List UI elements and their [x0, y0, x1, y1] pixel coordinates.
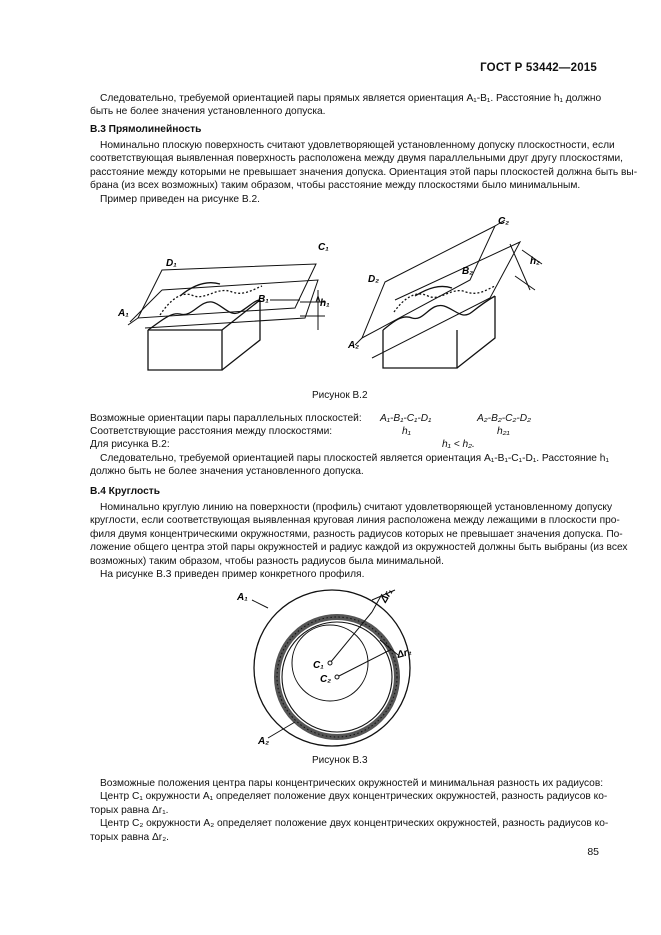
figure-b2-caption: Рисунок В.2 — [312, 390, 368, 401]
text-line: Номинально круглую линию на поверхности (профиль) считают удовлетворяющей установленному допуску — [100, 502, 613, 513]
text-line: Следовательно, требуемой ориентацией пары прямых является ориентация A₁-B₁. Расстояние h₁ должно — [100, 93, 602, 104]
label-b1: B₁ — [258, 294, 269, 305]
figure-b3-caption: Рисунок В.3 — [312, 755, 368, 766]
label-c2: C₂ — [320, 674, 332, 685]
row-value: h₂₁ — [497, 426, 510, 437]
label-c1: C₁ — [313, 660, 324, 671]
text-line: торых равна Δr₁. — [90, 804, 169, 816]
label-a1-circle: A₁ — [237, 592, 248, 603]
b3-conclusion — [90, 777, 609, 844]
text-line: должно быть не более значения установленного допуска. — [90, 466, 364, 478]
text-line: круглости, если соответствующая выявленная круговая линия расположена между лежащими в плоскости про- — [90, 515, 620, 527]
intro-paragraph — [90, 92, 602, 119]
label-c1: C₁ — [318, 242, 329, 253]
label-a2: A₂ — [348, 340, 360, 351]
figure-b2-left-planes — [128, 264, 325, 330]
b2-conclusion — [90, 452, 609, 479]
row-label: Соответствующие расстояния между плоскостями: — [90, 426, 333, 437]
page-number: 85 — [587, 846, 599, 858]
text-line: Центр C₂ окружности A₂ определяет положение двух концентрических окружностей, разность радиусов ко- — [100, 818, 609, 830]
b3-paragraph — [90, 139, 638, 206]
row-value: h₁ — [402, 426, 411, 437]
row-label: Возможные ориентации пары параллельных плоскостей: — [90, 413, 362, 424]
text-line: ложение общего центра этой пары окружностей и радиус каждой из окружностей должны быть выбраны (из всех — [90, 542, 628, 554]
text-line: Номинально плоскую поверхность считают удовлетворяющей установленному допуску плоскостности, если — [100, 140, 615, 151]
text-line: филя двумя концентрическими окружностями, разность радиусов которых не превышает значения допуска. По- — [90, 528, 623, 540]
figure-b3 — [0, 585, 661, 755]
text-line: расстояние между которыми не превышает значения допуска. Ориентация этой пары плоскостей должна быть вы- — [90, 166, 638, 178]
label-h2: h₂ — [530, 256, 540, 267]
text-line: быть не более значения установленного допуска. — [90, 106, 326, 118]
text-line: соответствующая выявленная поверхность расположена между двумя параллельными друг другу плоскостями, — [90, 153, 624, 165]
row-label: Для рисунка В.2: — [90, 439, 170, 450]
comparison-row — [90, 439, 610, 452]
label-c2: C₂ — [498, 216, 510, 227]
text-line: торых равна Δr₂. — [90, 831, 169, 843]
document-header: ГОСТ Р 53442—2015 — [480, 62, 597, 74]
text-line: Возможные положения центра пары концентрических окружностей и минимальная разность их радиусов: — [100, 778, 604, 789]
text-line: Пример приведен на рисунке В.2. — [100, 193, 261, 205]
text-line: Следовательно, требуемой ориентацией пары плоскостей является ориентация A₁-B₁-C₁-D₁. Расстояние h₁ — [100, 453, 609, 464]
row-value: h₁ < h₂. — [442, 439, 475, 450]
orientations-row — [90, 413, 610, 426]
text-line: На рисунке В.3 приведен пример конкретного профиля. — [100, 569, 365, 581]
row-value: A₁-B₁-C₁-D₁ — [380, 413, 432, 424]
label-b2: B₂ — [462, 266, 474, 277]
distances-row — [90, 426, 610, 439]
row-value: A₂-B₂-C₂-D₂ — [477, 413, 532, 424]
b4-paragraph — [90, 501, 628, 581]
text-line: возможных) таким образом, чтобы разность радиусов была минимальной. — [90, 555, 444, 567]
label-dr2: Δr₂ — [395, 646, 413, 661]
label-h1: h₁ — [320, 298, 330, 309]
label-a2-circle: A₂ — [258, 736, 270, 747]
text-line: Центр C₁ окружности A₁ определяет положение двух концентрических окружностей, разность радиусов ко- — [100, 791, 608, 803]
text-line: брана (из всех возможных) таким образом, чтобы расстояние между плоскостями было минимальным. — [90, 180, 581, 192]
label-d2: D₂ — [368, 274, 380, 285]
label-a1: A₁ — [118, 308, 129, 319]
figure-b2 — [0, 210, 661, 410]
section-title-b3: В.3 Прямолинейность — [90, 124, 202, 135]
label-d1: D₁ — [166, 258, 177, 269]
section-title-b4: В.4 Круглость — [90, 486, 160, 497]
label-dr1: Δr₁ — [378, 586, 396, 605]
